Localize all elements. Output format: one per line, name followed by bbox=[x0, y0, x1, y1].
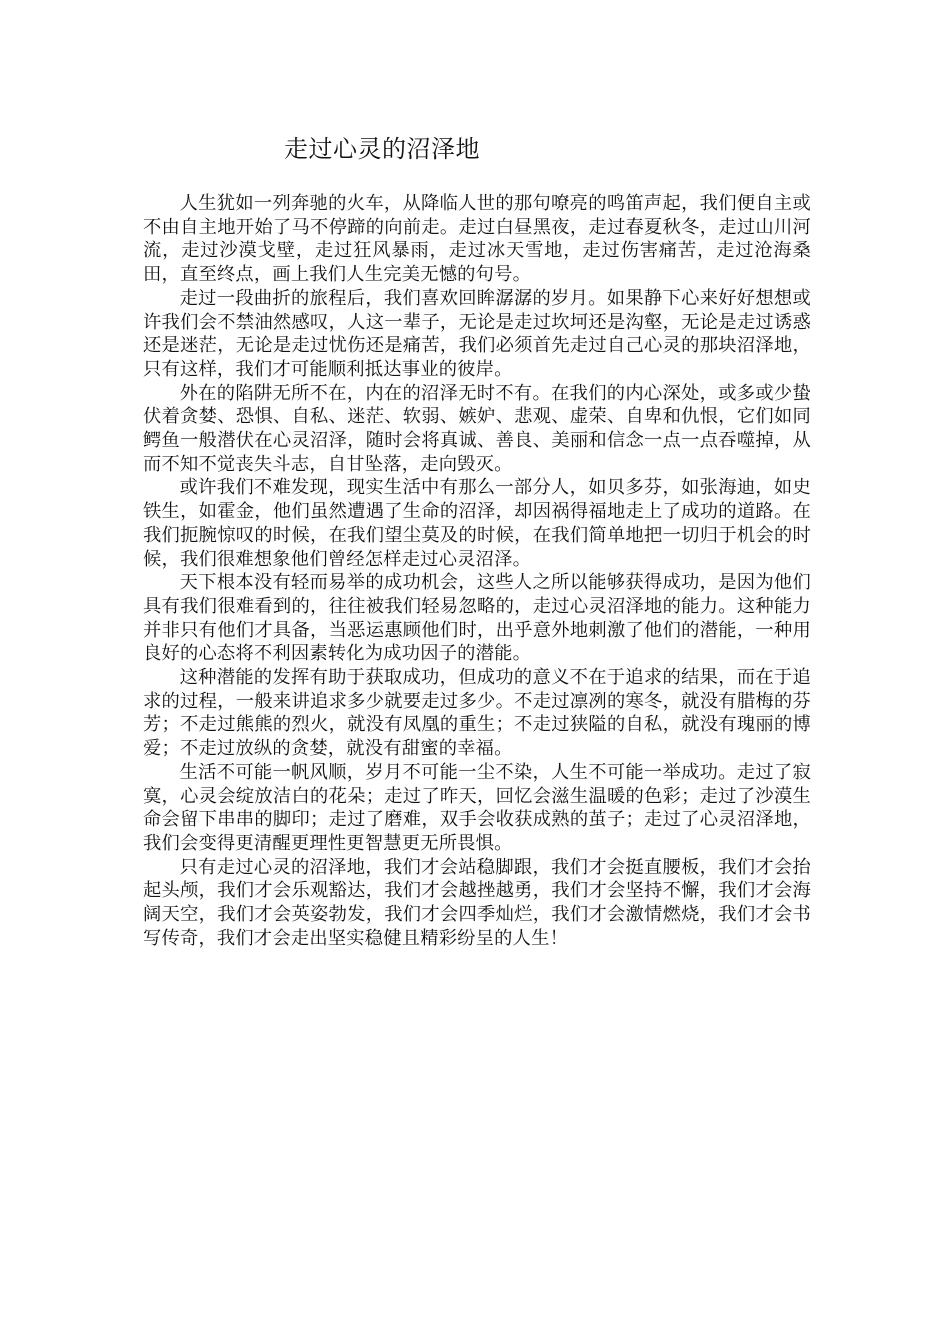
paragraph: 人生犹如一列奔驰的火车，从降临人世的那句嘹亮的鸣笛声起，我们便自主或不由自主地开始了马不停蹄的向前走。走过白昼黑夜，走过春夏秋冬，走过山川河流，走过沙漠戈壁，走过狂风暴雨，走过冰天雪地，走过伤害痛苦，走过沧海桑田，直至终点，画上我们人生完美无憾的句号。 bbox=[143, 193, 811, 286]
document-body bbox=[143, 192, 811, 951]
paragraph: 生活不可能一帆风顺，岁月不可能一尘不染，人生不可能一举成功。走过了寂寞，心灵会绽放洁白的花朵；走过了昨天，回忆会滋生温暖的色彩；走过了沙漠生命会留下串串的脚印；走过了磨难，双手会收获成熟的茧子；走过了心灵沼泽地，我们会变得更清醒更理性更智慧更无所畏惧。 bbox=[143, 761, 811, 854]
paragraph: 外在的陷阱无所不在，内在的沼泽无时不有。在我们的内心深处，或多或少蛰伏着贪婪、恐惧、自私、迷茫、软弱、嫉妒、悲观、虚荣、自卑和仇恨，它们如同鳄鱼一般潜伏在心灵沼泽，随时会将真诚、善良、美丽和信念一点一点吞噬掉，从而不知不觉丧失斗志，自甘坠落，走向毁灭。 bbox=[143, 382, 811, 475]
paragraph: 走过一段曲折的旅程后，我们喜欢回眸潺潺的岁月。如果静下心来好好想想或许我们会不禁油然感叹，人这一辈子，无论是走过坎坷还是沟壑，无论是走过诱惑还是迷茫，无论是走过忧伤还是痛苦，我们必须首先走过自己心灵的那块沼泽地，只有这样，我们才可能顺利抵达事业的彼岸。 bbox=[143, 287, 811, 380]
paragraph: 只有走过心灵的沼泽地，我们才会站稳脚跟，我们才会挺直腰板，我们才会抬起头颅，我们才会乐观豁达，我们才会越挫越勇，我们才会坚持不懈，我们才会海阔天空，我们才会英姿勃发，我们才会四季灿烂，我们才会激情燃烧，我们才会书写传奇，我们才会走出坚实稳健且精彩纷呈的人生！ bbox=[143, 856, 811, 949]
document-title: 走过心灵的沼泽地 bbox=[284, 135, 480, 163]
paragraph: 或许我们不难发现，现实生活中有那么一部分人，如贝多芬，如张海迪，如史铁生，如霍金，他们虽然遭遇了生命的沼泽，却因祸得福地走上了成功的道路。在我们扼腕惊叹的时候，在我们望尘莫及的时候，在我们简单地把一切归于机会的时候，我们很难想象他们曾经怎样走过心灵沼泽。 bbox=[143, 477, 811, 570]
paragraph: 这种潜能的发挥有助于获取成功，但成功的意义不在于追求的结果，而在于追求的过程，一般来讲追求多少就要走过多少。不走过凛冽的寒冬，就没有腊梅的芬芳；不走过熊熊的烈火，就没有凤凰的重生；不走过狭隘的自私，就没有瑰丽的博爱；不走过放纵的贪婪，就没有甜蜜的幸福。 bbox=[143, 667, 811, 760]
paragraph: 天下根本没有轻而易举的成功机会，这些人之所以能够获得成功，是因为他们具有我们很难看到的，往往被我们轻易忽略的，走过心灵沼泽地的能力。这种能力并非只有他们才具备，当恶运惠顾他们时，出乎意外地刺激了他们的潜能，一种用良好的心态将不利因素转化为成功因子的潜能。 bbox=[143, 572, 811, 665]
